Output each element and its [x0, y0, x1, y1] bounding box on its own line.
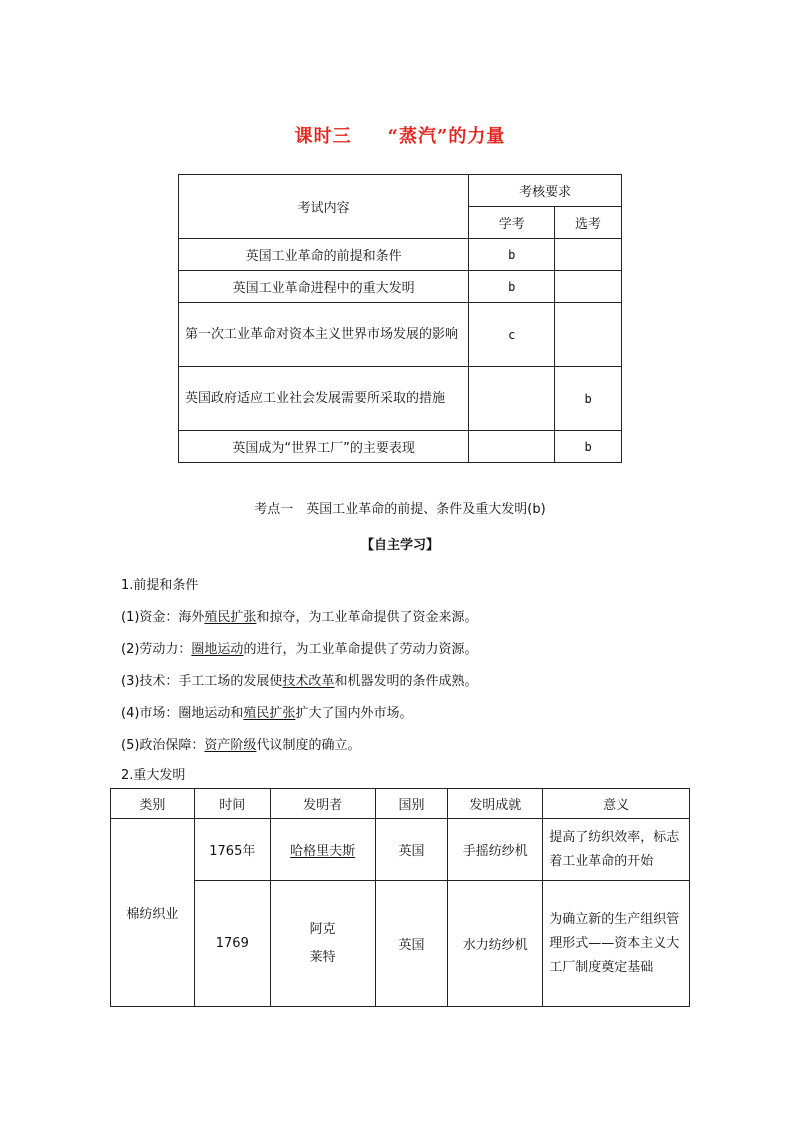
condition-item: (3)技术：手工工场的发展使技术改革和机器发明的条件成熟。	[121, 674, 478, 689]
achievement-cell: 手摇纺纱机	[448, 819, 543, 881]
table-row	[111, 881, 690, 1007]
table-row	[179, 367, 622, 431]
exam-content-cell: 英国工业革命进程中的重大发明	[179, 271, 469, 303]
meaning-cell: 提高了纺织效率，标志着工业革命的开始	[543, 819, 690, 881]
exam-content-cell: 英国成为“世界工厂”的主要表现	[179, 431, 469, 463]
header-xuekao: 学考	[469, 207, 555, 239]
condition-item: (5)政治保障：资产阶级代议制度的确立。	[121, 738, 361, 753]
header-xuankao: 选考	[555, 207, 622, 239]
page-title	[0, 122, 800, 148]
xuekao-cell: b	[469, 239, 555, 271]
underlined-term: 技术改革	[282, 674, 335, 689]
header-meaning: 意义	[543, 789, 690, 819]
xuankao-cell	[555, 239, 622, 271]
category-cell: 棉纺织业	[111, 819, 195, 1007]
xuekao-cell: c	[469, 303, 555, 367]
time-cell: 1769	[194, 881, 270, 1007]
xuankao-cell	[555, 271, 622, 303]
header-requirement: 考核要求	[469, 175, 622, 207]
underlined-term: 殖民扩张	[243, 706, 296, 721]
underlined-term: 殖民扩张	[204, 610, 257, 625]
table-row	[179, 431, 622, 463]
country-cell: 英国	[375, 819, 448, 881]
table-row	[179, 239, 622, 271]
xuankao-cell: b	[555, 367, 622, 431]
header-category: 类别	[111, 789, 195, 819]
exam-content-cell: 第一次工业革命对资本主义世界市场发展的影响	[179, 303, 469, 367]
xuekao-cell: b	[469, 271, 555, 303]
kaodian-heading: 考点一 英国工业革命的前提、条件及重大发明(b)	[254, 502, 546, 517]
underlined-term: 资产阶级	[204, 738, 257, 753]
table-row	[179, 271, 622, 303]
xuankao-cell: b	[555, 431, 622, 463]
section2-heading: 2.重大发明	[121, 768, 186, 783]
header-country: 国别	[375, 789, 448, 819]
inventor-cell: 阿克 莱特	[270, 881, 375, 1007]
header-inventor: 发明者	[270, 789, 375, 819]
xuankao-cell	[555, 303, 622, 367]
title-part-2: “蒸汽”的力量	[387, 126, 506, 147]
exam-content-cell: 英国工业革命的前提和条件	[179, 239, 469, 271]
meaning-cell: 为确立新的生产组织管理形式——资本主义大工厂制度奠定基础	[543, 881, 690, 1007]
xuekao-cell	[469, 367, 555, 431]
exam-content-cell: 英国政府适应工业社会发展需要所采取的措施	[179, 367, 469, 431]
inventor-cell: 哈格里夫斯	[270, 819, 375, 881]
table-row	[111, 819, 690, 881]
condition-item: (4)市场：圈地运动和殖民扩张扩大了国内外市场。	[121, 706, 413, 721]
time-cell: 1765年	[194, 819, 270, 881]
header-achievement: 发明成就	[448, 789, 543, 819]
inventions-table	[110, 788, 690, 1007]
header-exam-content: 考试内容	[179, 175, 469, 239]
self-study-heading: 【自主学习】	[360, 538, 439, 553]
country-cell: 英国	[375, 881, 448, 1007]
table-row	[179, 303, 622, 367]
condition-item: (2)劳动力：圈地运动的进行，为工业革命提供了劳动力资源。	[121, 642, 478, 657]
xuekao-cell	[469, 431, 555, 463]
condition-item: (1)资金：海外殖民扩张和掠夺，为工业革命提供了资金来源。	[121, 610, 478, 625]
exam-requirements-table	[178, 174, 622, 463]
section1-heading: 1.前提和条件	[121, 578, 199, 593]
header-time: 时间	[194, 789, 270, 819]
title-part-1: 课时三	[294, 126, 352, 147]
underlined-term: 圈地运动	[191, 642, 244, 657]
achievement-cell: 水力纺纱机	[448, 881, 543, 1007]
